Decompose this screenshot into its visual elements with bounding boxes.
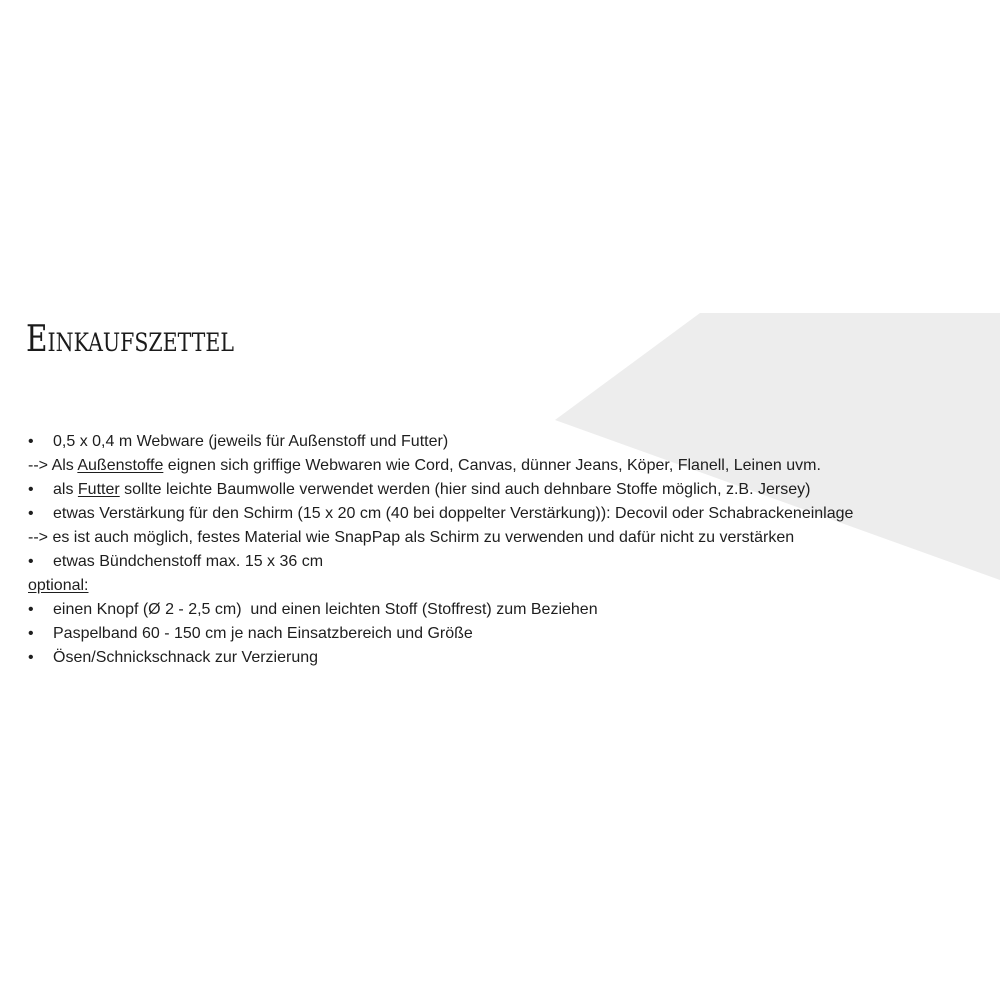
bullet-icon: • — [28, 649, 34, 666]
list-item — [28, 598, 988, 622]
bullet-icon: • — [28, 625, 34, 642]
note-prefix: --> Als — [28, 457, 78, 474]
bullet-icon: • — [28, 553, 34, 570]
list-item-text: 0,5 x 0,4 m Webware (jeweils für Außenstoff und Futter) — [53, 433, 449, 450]
list-item-text: sollte leichte Baumwolle verwendet werden (hier sind auch dehnbare Stoffe möglich, z.B. Jersey) — [119, 481, 811, 498]
list-item — [28, 622, 988, 646]
shopping-list — [28, 430, 988, 670]
list-item — [28, 478, 988, 502]
list-item-text: Ösen/Schnickschnack zur Verzierung — [53, 649, 319, 666]
list-item — [28, 430, 988, 454]
note-line — [28, 526, 988, 550]
list-item — [28, 550, 988, 574]
optional-heading-line — [28, 574, 988, 598]
list-item — [28, 646, 988, 670]
bullet-icon: • — [28, 505, 34, 522]
list-item-text: etwas Verstärkung für den Schirm (15 x 20 cm (40 bei doppelter Verstärkung)): Decovil oder Schabrackeneinlage — [53, 505, 854, 522]
bullet-icon: • — [28, 481, 34, 498]
page-title: Einkaufszettel — [26, 319, 234, 360]
bullet-icon: • — [28, 601, 34, 618]
note-text: eignen sich griffige Webwaren wie Cord, Canvas, dünner Jeans, Köper, Flanell, Leinen uvm. — [163, 457, 821, 474]
list-item-text: einen Knopf (Ø 2 - 2,5 cm) und einen leichten Stoff (Stoffrest) zum Beziehen — [53, 601, 598, 618]
note-text: --> es ist auch möglich, festes Material wie SnapPap als Schirm zu verwenden und dafür nicht zu verstärken — [28, 529, 795, 546]
optional-heading: optional: — [28, 577, 89, 594]
list-item-text: etwas Bündchenstoff max. 15 x 36 cm — [53, 553, 324, 570]
underlined-term-futter: Futter — [77, 481, 120, 498]
note-line — [28, 454, 988, 478]
list-item-text: Paspelband 60 - 150 cm je nach Einsatzbereich und Größe — [53, 625, 473, 642]
list-item — [28, 502, 988, 526]
bullet-icon: • — [28, 433, 34, 450]
list-item-prefix: als — [53, 481, 78, 498]
underlined-term-aussenstoffe: Außenstoffe — [77, 457, 164, 474]
